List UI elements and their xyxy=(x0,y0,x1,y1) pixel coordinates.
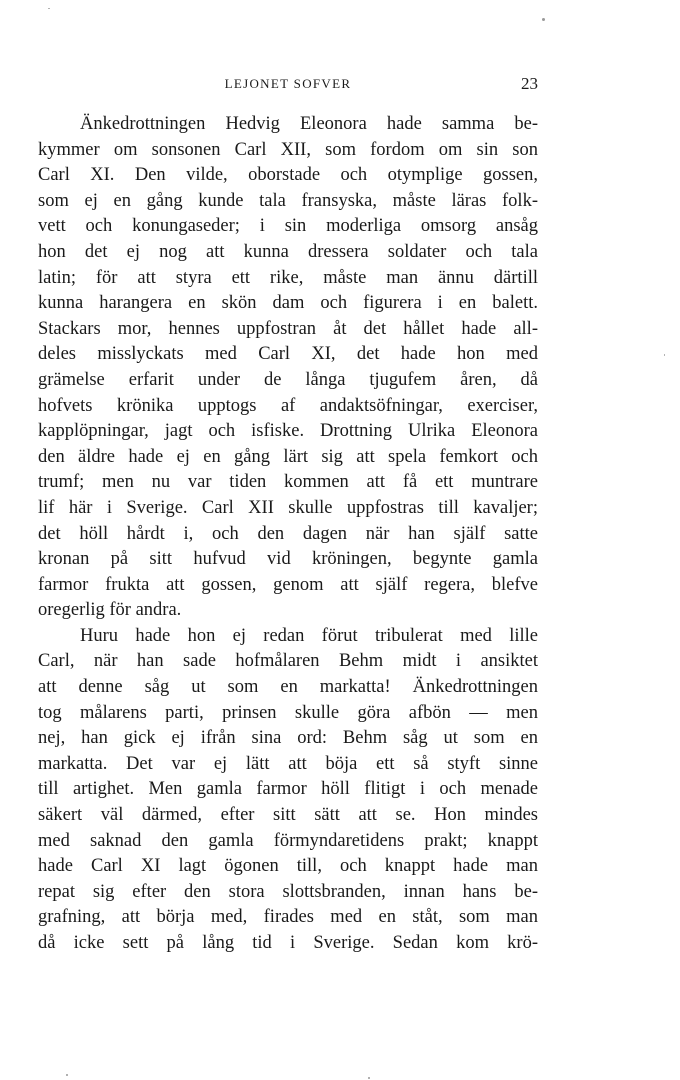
page-header xyxy=(38,74,538,96)
paper-speck xyxy=(542,18,545,21)
text-line: farmor frukta att gossen, genom att själf regera, blefve xyxy=(38,574,538,595)
body-text xyxy=(38,112,538,957)
text-line: Stackars mor, hennes uppfostran åt det hållet hade all- xyxy=(38,318,538,339)
paper-speck xyxy=(66,1074,68,1076)
text-line: grafning, att börja med, firades med en ståt, som man xyxy=(38,907,538,928)
paragraph-2 xyxy=(38,624,538,957)
paper-speck xyxy=(664,354,665,356)
text-line: kronan på sitt hufvud vid kröningen, begynte gamla xyxy=(38,549,538,570)
text-line: Huru hade hon ej redan förut tribulerat med lille xyxy=(80,625,538,646)
text-line: markatta. Det var ej lätt att böja ett så styft sinne xyxy=(38,753,538,774)
text-line: lif här i Sverige. Carl XII skulle uppfostras till kavaljer; xyxy=(38,497,538,518)
text-line: med saknad den gamla förmyndaretidens prakt; knappt xyxy=(38,830,538,851)
paragraph-1 xyxy=(38,112,538,624)
text-line: repat sig efter den stora slottsbranden, innan hans be- xyxy=(38,881,538,902)
text-line: att denne såg ut som en markatta! Änkedrottningen xyxy=(38,677,538,698)
text-line: det höll hårdt i, och den dagen när han själf satte xyxy=(38,523,538,544)
text-line: Änkedrottningen Hedvig Eleonora hade samma be- xyxy=(80,114,538,134)
text-line: kapplöpningar, jagt och isfiske. Drottning Ulrika Eleonora xyxy=(38,421,538,442)
text-line: latin; för att styra ett rike, måste man ännu därtill xyxy=(38,267,538,288)
page-number: 23 xyxy=(521,74,538,93)
text-line: till artighet. Men gamla farmor höll flitigt i och menade xyxy=(38,779,538,800)
text-line: hade Carl XI lagt ögonen till, och knappt hade man xyxy=(38,856,538,877)
text-line: säkert väl därmed, efter sitt sätt att se. Hon mindes xyxy=(38,805,538,826)
paper-speck xyxy=(48,8,50,9)
text-line: hon det ej nog att kunna dressera soldater och tala xyxy=(38,241,538,262)
text-line: trumf; men nu var tiden kommen att få ett muntrare xyxy=(38,472,538,493)
text-line: som ej en gång kunde tala fransyska, måste läras folk- xyxy=(38,190,538,211)
text-line: deles misslyckats med Carl XI, det hade hon med xyxy=(38,344,538,365)
text-line: den äldre hade ej en gång lärt sig att spela femkort och xyxy=(38,446,538,467)
text-line: då icke sett på lång tid i Sverige. Sedan kom krö- xyxy=(38,933,538,953)
text-line: oregerlig för andra. xyxy=(38,600,182,621)
text-line: grämelse erfarit under de långa tjugufem åren, då xyxy=(38,369,538,390)
text-line: kunna harangera en skön dam och figurera i en balett. xyxy=(38,293,538,314)
running-title: LEJONET SOFVER xyxy=(224,76,352,91)
text-line: vett och konungaseder; i sin moderliga omsorg ansåg xyxy=(38,216,538,237)
text-line: hofvets krönika upptogs af andaktsöfningar, exerciser, xyxy=(38,395,538,416)
text-line: nej, han gick ej ifrån sina ord: Behm såg ut som en xyxy=(38,728,538,749)
text-line: Carl XI. Den vilde, oborstade och otymplige gossen, xyxy=(38,165,538,186)
text-line: tog målarens parti, prinsen skulle göra afbön — men xyxy=(38,702,538,723)
paper-speck xyxy=(368,1077,370,1079)
text-line: kymmer om sonsonen Carl XII, som fordom om sin son xyxy=(38,139,538,160)
text-line: Carl, när han sade hofmålaren Behm midt i ansiktet xyxy=(38,651,538,672)
